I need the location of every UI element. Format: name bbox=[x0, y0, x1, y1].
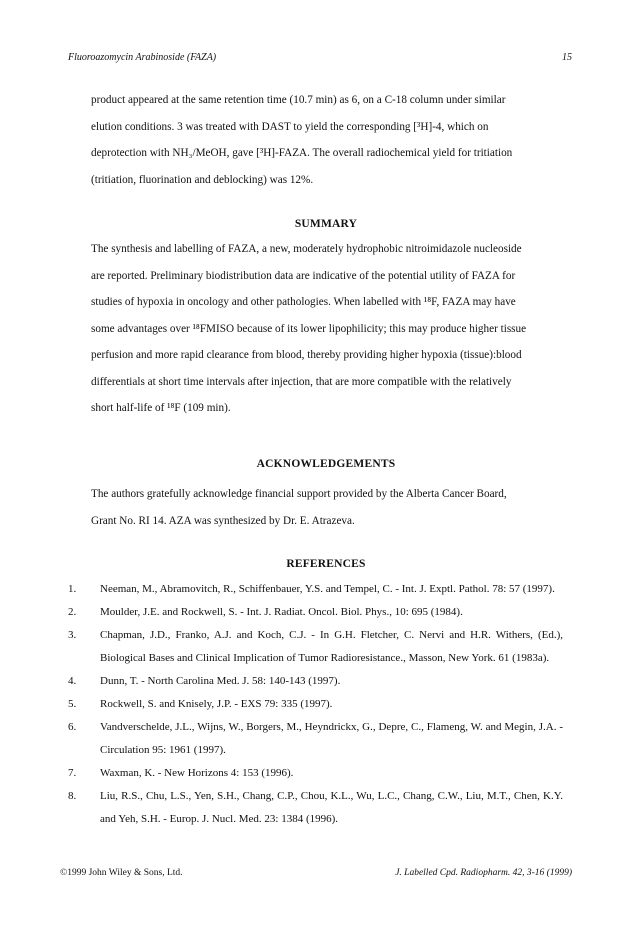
reference-item bbox=[68, 578, 563, 601]
reference-item bbox=[68, 624, 563, 670]
paragraph-line: some advantages over ¹⁸FMISO because of its lower lipophilicity; this may produce higher tissue bbox=[91, 322, 527, 335]
paragraph-line: deprotection with NH₃/MeOH, gave [³H]-FAZA. The overall radiochemical yield for tritiation bbox=[91, 147, 513, 159]
paragraph-line: elution conditions. 3 was treated with DAST to yield the corresponding [³H]-4, which on bbox=[91, 120, 489, 133]
paragraph-line: The synthesis and labelling of FAZA, a new, moderately hydrophobic nitroimidazole nucleoside bbox=[91, 243, 522, 255]
paragraph-line: are reported. Preliminary biodistribution data are indicative of the potential utility of FAZA for bbox=[91, 269, 516, 282]
copyright-notice: ©1999 John Wiley & Sons, Ltd. bbox=[60, 868, 183, 878]
reference-text: Waxman, K. - New Horizons 4: 153 (1996). bbox=[100, 767, 294, 779]
reference-text: Vandverschelde, J.L., Wijns, W., Borgers, M., Heyndrickx, G., Depre, C., Flameng, W. and Megin, J.A. - Circulation 95: 1961 (1997). bbox=[100, 721, 563, 756]
reference-item bbox=[68, 716, 563, 762]
reference-number: 2. bbox=[68, 606, 77, 618]
paragraph-line: The authors gratefully acknowledge financial support provided by the Alberta Cancer Board, bbox=[91, 488, 507, 500]
paragraph-line: short half-life of ¹⁸F (109 min). bbox=[91, 402, 231, 414]
reference-item bbox=[68, 785, 563, 831]
summary-heading: SUMMARY bbox=[294, 218, 358, 230]
reference-text: Chapman, J.D., Franko, A.J. and Koch, C.J. - In G.H. Fletcher, C. Nervi and H.R. Withers, (Ed.), Biological Bases and Clinical Implication of Tumor Radioresistance., Masson, New York. 61 (1983a). bbox=[100, 629, 563, 664]
reference-item bbox=[68, 693, 563, 716]
paragraph-line: (tritiation, fluorination and deblocking) was 12%. bbox=[91, 173, 314, 186]
running-title: Fluoroazomycin Arabinoside (FAZA) bbox=[68, 52, 217, 63]
reference-number: 4. bbox=[68, 675, 77, 687]
reference-number: 5. bbox=[68, 698, 77, 710]
intro-paragraph bbox=[91, 87, 561, 193]
reference-list bbox=[68, 578, 563, 831]
paragraph-line: Grant No. RI 14. AZA was synthesized by Dr. E. Atrazeva. bbox=[91, 514, 355, 527]
reference-number: 7. bbox=[68, 767, 77, 779]
paragraph-line: product appeared at the same retention time (10.7 min) as 6, on a C-18 column under similar bbox=[91, 94, 506, 106]
reference-text: Rockwell, S. and Knisely, J.P. - EXS 79: 335 (1997). bbox=[100, 698, 333, 710]
reference-number: 8. bbox=[68, 790, 77, 802]
acknowledgements-paragraph bbox=[91, 481, 561, 534]
reference-text: Liu, R.S., Chu, L.S., Yen, S.H., Chang, C.P., Chou, K.L., Wu, L.C., Chang, C.W., Liu, M.T., Chen, K.Y. and Yeh, S.H. - Europ. J. Nucl. Med. 23: 1384 (1996). bbox=[100, 790, 563, 825]
reference-item bbox=[68, 601, 563, 624]
summary-paragraph bbox=[91, 236, 561, 422]
references-heading: REFERENCES bbox=[286, 558, 366, 570]
paragraph-line: differentials at short time intervals after injection, that are more compatible with the relatively bbox=[91, 375, 512, 388]
reference-text: Moulder, J.E. and Rockwell, S. - Int. J. Radiat. Oncol. Biol. Phys., 10: 695 (1984). bbox=[100, 606, 463, 618]
reference-item bbox=[68, 670, 563, 693]
page-number: 15 bbox=[562, 52, 572, 63]
reference-text: Dunn, T. - North Carolina Med. J. 58: 140-143 (1997). bbox=[100, 675, 341, 687]
paragraph-line: studies of hypoxia in oncology and other pathologies. When labelled with ¹⁸F, FAZA may have bbox=[91, 296, 516, 308]
reference-number: 1. bbox=[68, 583, 77, 595]
journal-citation: J. Labelled Cpd. Radiopharm. 42, 3-16 (1999) bbox=[395, 868, 572, 878]
reference-number: 6. bbox=[68, 721, 77, 733]
reference-item bbox=[68, 762, 563, 785]
paragraph-line: perfusion and more rapid clearance from blood, thereby providing higher hypoxia (tissue):blood bbox=[91, 349, 522, 361]
reference-number: 3. bbox=[68, 629, 77, 641]
reference-text: Neeman, M., Abramovitch, R., Schiffenbauer, Y.S. and Tempel, C. - Int. J. Exptl. Pathol. 78: 57 (1997). bbox=[100, 583, 555, 595]
acknowledgements-heading: ACKNOWLEDGEMENTS bbox=[256, 458, 396, 470]
